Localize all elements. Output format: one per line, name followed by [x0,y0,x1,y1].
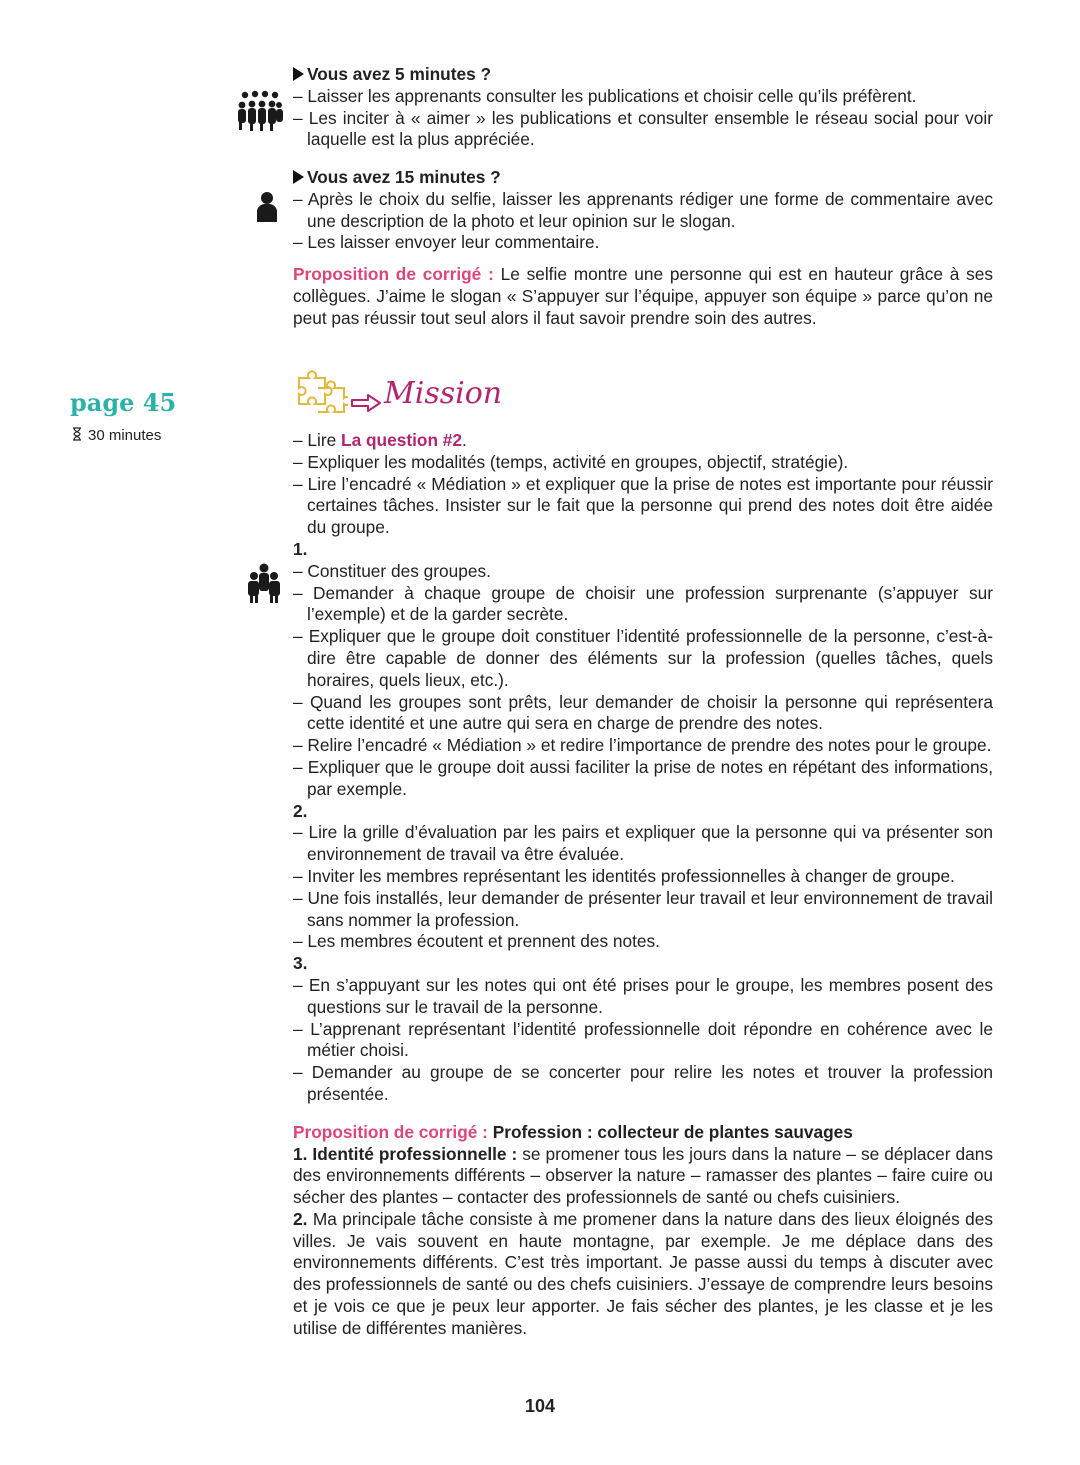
list-item: – Lire la grille d’évaluation par les pairs et expliquer que la personne qui va présenter son environnement de travail va être évaluée. [293,822,993,865]
section-15-minutes [293,167,993,330]
list-item: – Quand les groupes sont prêts, leur demander de choisir la personne qui représentera cette identité et une autre qui sera en charge de prendre des notes. [293,691,993,734]
group-small-icon [246,562,282,604]
list-item: – Lire La question #2. [293,430,467,450]
list-item: – Relire l’encadré « Médiation » et redire l’importance de prendre des notes pour le groupe. [293,735,992,756]
list-item: – Lire l’encadré « Médiation » et expliquer que la prise de notes est importante pour réussir certaines tâches. Insister sur le fait que la personne qui prend des notes doit être aidée du groupe. [293,473,993,538]
list-item: – Les inciter à « aimer » les publications et consulter ensemble le réseau social pour voir laquelle est la plus appréciée. [293,107,993,150]
list-item: – Inviter les membres représentant les identités professionnelles à changer de groupe. [293,865,955,886]
list-item: – Expliquer que le groupe doit aussi faciliter la prise de notes en répétant des informations, par exemple. [293,756,993,799]
list-item: – Après le choix du selfie, laisser les apprenants rédiger une forme de commentaire avec une description de la photo et leur opinion sur le slogan. [293,188,993,231]
section-heading: Vous avez 5 minutes ? [293,64,993,86]
triangle-bullet-icon [293,170,304,184]
proposal-paragraph: 1. Identité professionnelle : se promener tous les jours dans la nature – se déplacer dans des environnements différents – observer la nature – ramasser des plantes – faire cuire ou sécher des plantes – contacter des professionnels de santé ou chefs cuisiniers. [293,1143,993,1208]
step-number: 1. [293,538,308,559]
list-item: – Demander au groupe de se concerter pour relire les notes et trouver la profession présentée. [293,1062,993,1104]
page-number: 104 [524,1396,556,1416]
list-item: – Constituer des groupes. [293,560,491,581]
list-item: – Les laisser envoyer leur commentaire. [293,232,600,253]
group-large-icon [236,90,284,132]
list-item: – Laisser les apprenants consulter les publications et choisir celle qu’ils préfèrent. [293,85,917,106]
list-item: – En s’appuyant sur les notes qui ont été prises pour le groupe, les membres posent des questions sur le travail de la personne. [293,974,993,1017]
duration-text: 30 minutes [88,427,162,444]
list-item: – Expliquer les modalités (temps, activité en groupes, objectif, stratégie). [293,451,849,472]
mission-title: Mission [384,376,503,411]
list-item: – Expliquer que le groupe doit constituer l’identité professionnelle de la personne, c’est-à-dire être capable de donner des éléments sur la profession (quelles tâches, quels horaires, quels lieux, etc.). [293,626,993,690]
list-item: – Les membres écoutent et prennent des notes. [293,931,660,952]
puzzle-icon [296,370,348,414]
mission-body [293,430,993,1340]
question-link[interactable]: La question #2 [341,430,463,450]
proposal-heading [293,1122,993,1144]
hourglass-icon [72,427,82,441]
list-item: – Demander à chaque groupe de choisir une profession surprenante (s’appuyer sur l’exemple) et de la garder secrète. [293,582,993,625]
step-number: 3. [293,953,308,974]
arrow-icon [350,393,382,413]
page-reference: page 45 [70,388,177,417]
triangle-bullet-icon [293,67,304,81]
proposal-text: Le selfie montre une personne qui est en hauteur grâce à ses collègues. J’aime le slogan « S’appuyer sur l’équipe, appuyer son équipe » parce qu’on ne peut pas réussir tout seul alors il faut savoir prendre soin des autres. [293,264,993,328]
step-number: 2. [293,800,308,821]
person-icon [256,191,278,223]
proposal-paragraph: 2. Ma principale tâche consiste à me promener dans la nature dans des lieux éloignés des villes. Je vais souvent en haute montagne, par exemple. Je me déplace dans des environnements différents. C’est très important. Je passe aussi du temps à discuter avec des professionnels de santé ou des chefs cuisiniers. J’essaye de comprendre leurs besoins et je vois ce que je peux leur apporter. Je fais sécher des plantes, je les classe et je les utilise de différentes manières. [293,1208,993,1338]
duration [72,427,161,444]
proposal [293,264,993,329]
proposal-label: Proposition de corrigé : [293,1121,488,1142]
list-item: – Une fois installés, leur demander de présenter leur travail et leur environnement de travail sans nommer la profession. [293,887,993,930]
section-5-minutes [293,64,993,151]
list-item: – L’apprenant représentant l’identité professionnelle doit répondre en cohérence avec le métier choisi. [293,1018,993,1061]
profession-title: Profession : collecteur de plantes sauvages [487,1121,853,1142]
section-heading: Vous avez 15 minutes ? [293,167,993,189]
proposal-label: Proposition de corrigé : [293,264,494,285]
